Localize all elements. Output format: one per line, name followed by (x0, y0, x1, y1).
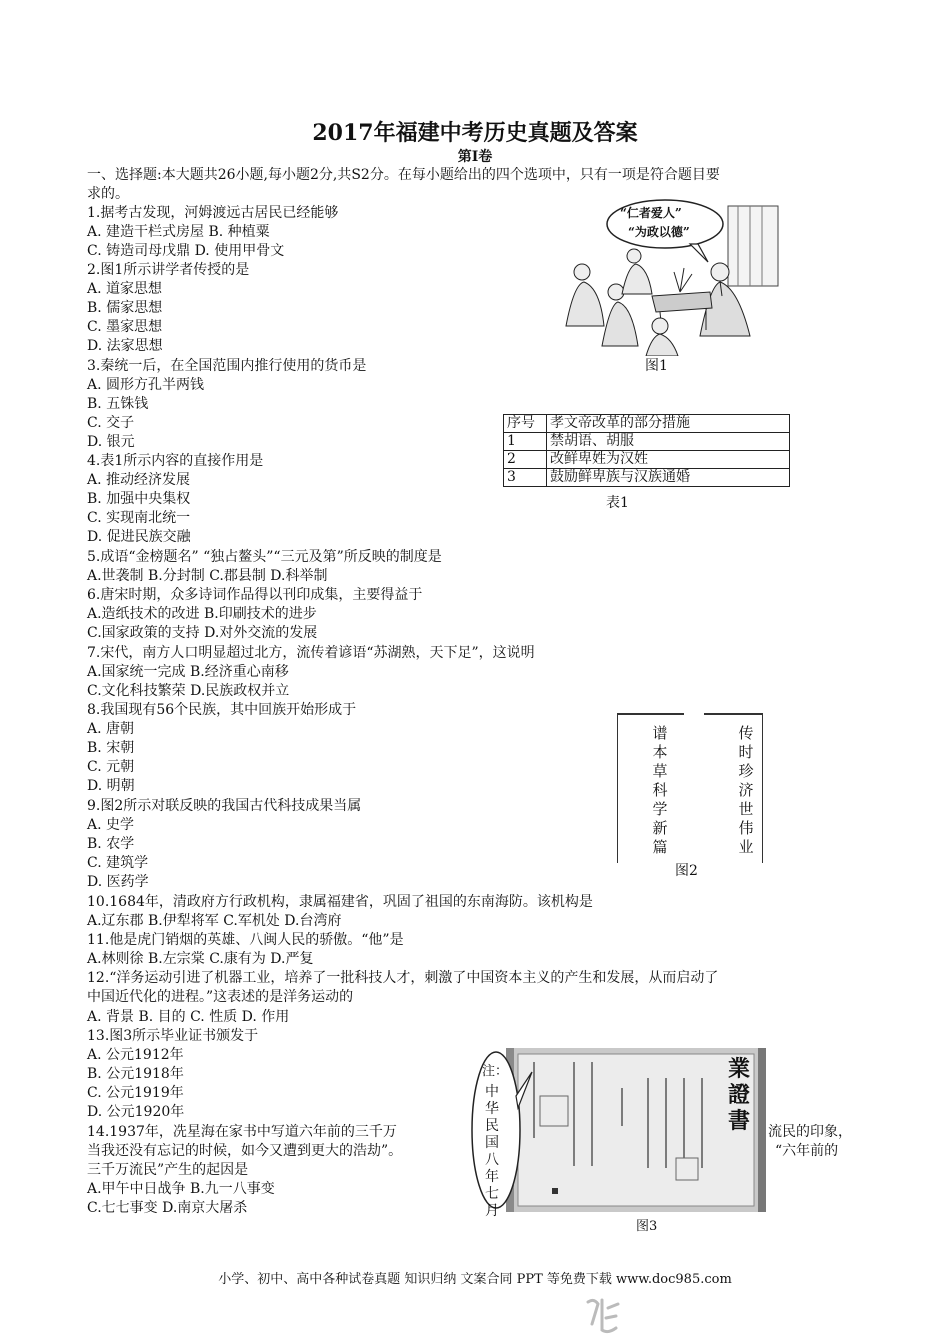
q4-stem: 4.表1所示内容的直接作用是 (87, 453, 264, 469)
q7-options-ab: A.国家统一完成 B.经济重心南移 (87, 664, 289, 680)
q1-options-ab: A. 建造干栏式房屋 B. 种植粟 (87, 224, 270, 240)
table-row (504, 451, 790, 469)
q14-stem-line-3: 三千万流民”产生的起因是 (87, 1162, 249, 1178)
table-row (504, 433, 790, 451)
table-header-cell: 序号 (504, 415, 547, 433)
q4-option-b: B. 加强中央集权 (87, 491, 191, 507)
q14-stem-line-1b: 流民的印象， (768, 1124, 852, 1140)
q2-option-c: C. 墨家思想 (87, 319, 163, 335)
q7-stem: 7.宋代，南方人口明显超过北方，流传着谚语“苏湖熟，天下足”，这说明 (87, 645, 535, 661)
q11-options: A.林则徐 B.左宗棠 C.康有为 D.严复 (87, 951, 314, 967)
q10-stem: 10.1684年，清政府方行政机构，隶属福建省，巩固了祖国的东南海防。该机构是 (87, 894, 593, 910)
q14-options-cd: C.七七事变 D.南京大屠杀 (87, 1200, 248, 1216)
instructions-line-1: 一、选择题:本大题共26小题,每小题2分,共S2分。在每小题给出的四个选项中，只有一项是符合题目要 (87, 167, 720, 183)
figure-1-caption: 图1 (645, 358, 668, 374)
q11-stem: 11.他是虎门销烟的英雄、八闽人民的骄傲。“他”是 (87, 932, 404, 948)
q4-option-d: D. 促进民族交融 (87, 529, 191, 545)
q3-option-d: D. 银元 (87, 434, 135, 450)
section-title: 第Ⅰ卷 (457, 149, 493, 165)
figure-3-certificate (470, 1048, 766, 1219)
q10-options: A.辽东郡 B.伊犁将军 C.军机处 D.台湾府 (87, 913, 342, 929)
q9-option-c: C. 建筑学 (87, 855, 149, 871)
q2-stem: 2.图1所示讲学者传授的是 (87, 262, 250, 278)
table-row (504, 469, 790, 487)
q12-options: A. 背景 B. 目的 C. 性质 D. 作用 (87, 1009, 290, 1025)
q8-option-d: D. 明朝 (87, 778, 135, 794)
table-cell: 1 (504, 433, 547, 451)
q14-stem-line-2a: 当我还没有忘记的时候，如今又遭到更大的浩劫”。 (87, 1143, 403, 1159)
table-cell: 2 (504, 451, 547, 469)
q3-option-a: A. 圆形方孔半两钱 (87, 377, 205, 393)
couplet-right-text: 传时珍济世伟业 (738, 724, 754, 856)
q8-stem: 8.我国现有56个民族，其中回族开始形成于 (87, 702, 357, 718)
figure-3-caption: 图3 (636, 1219, 658, 1234)
q13-option-a: A. 公元1912年 (87, 1047, 184, 1063)
table-cell: 鼓励鲜卑族与汉族通婚 (547, 469, 790, 487)
q6-options-cd: C.国家政策的支持 D.对外交流的发展 (87, 625, 318, 641)
q2-option-a: A. 道家思想 (87, 281, 163, 297)
certificate-title: 業證書 (727, 1056, 750, 1134)
figure-3-date-note: 中华民国八年七月 (485, 1084, 499, 1219)
q5-stem: 5.成语“金榜题名” “独占鳌头”“三元及第”所反映的制度是 (87, 549, 442, 565)
figure-1-quote-2: “为政以德” (628, 225, 690, 239)
table-cell: 改鲜卑姓为汉姓 (547, 451, 790, 469)
page-footer: 小学、初中、高中各种试卷真题 知识归纳 文案合同 PPT 等免费下载 www.doc985.com (218, 1272, 732, 1287)
q14-stem-line-2b: “六年前的 (775, 1143, 839, 1159)
q8-option-a: A. 唐朝 (87, 721, 135, 737)
q3-stem: 3.秦统一后，在全国范围内推行使用的货币是 (87, 358, 367, 374)
q13-option-d: D. 公元1920年 (87, 1104, 185, 1120)
table-1-caption: 表1 (606, 495, 629, 511)
q3-option-c: C. 交子 (87, 415, 135, 431)
q6-stem: 6.唐宋时期，众多诗词作品得以刊印成集，主要得益于 (87, 587, 423, 603)
watermark-logo-mark (580, 1294, 624, 1338)
table-header-cell: 孝文帝改革的部分措施 (547, 415, 790, 433)
couplet-left-text: 谱本草科学新篇 (652, 724, 668, 856)
q9-option-a: A. 史学 (87, 817, 135, 833)
q13-option-b: B. 公元1918年 (87, 1066, 184, 1082)
q9-stem: 9.图2所示对联反映的我国古代科技成果当属 (87, 798, 362, 814)
q14-stem-line-1a: 14.1937年，冼星海在家书中写道六年前的三千万 (87, 1124, 397, 1140)
q2-option-d: D. 法家思想 (87, 338, 163, 354)
q14-options-ab: A.甲午中日战争 B.九一八事变 (87, 1181, 275, 1197)
q5-options: A.世袭制 B.分封制 C.郡县制 D.科举制 (87, 568, 328, 584)
table-cell: 3 (504, 469, 547, 487)
q3-option-b: B. 五铢钱 (87, 396, 149, 412)
figure-1-quote-1: “仁者爱人” (620, 206, 682, 220)
q12-stem-line-1: 12.“洋务运动引进了机器工业，培养了一批科技人才，刺激了中国资本主义的产生和发展，从而启动了 (87, 970, 719, 986)
figure-2-caption: 图2 (675, 863, 698, 879)
watermark-logo (580, 1294, 624, 1338)
table-cell: 禁胡语、胡服 (547, 433, 790, 451)
q13-option-c: C. 公元1919年 (87, 1085, 184, 1101)
table-1 (503, 414, 790, 487)
q4-option-c: C. 实现南北统一 (87, 510, 191, 526)
q8-option-c: C. 元朝 (87, 759, 135, 775)
instructions-line-2: 求的。 (87, 186, 129, 202)
table-header-row (504, 415, 790, 433)
q9-option-d: D. 医药学 (87, 874, 149, 890)
q7-options-cd: C.文化科技繁荣 D.民族政权并立 (87, 683, 290, 699)
q2-option-b: B. 儒家思想 (87, 300, 163, 316)
certificate-photo (470, 1048, 766, 1212)
q6-options-ab: A.造纸技术的改进 B.印刷技术的进步 (87, 606, 317, 622)
page-title: 2017年福建中考历史真题及答案 (312, 120, 638, 146)
q4-option-a: A. 推动经济发展 (87, 472, 191, 488)
figure-3-note-label: 注： (482, 1064, 509, 1079)
q1-stem: 1.据考古发现，河姆渡远古居民已经能够 (87, 205, 339, 221)
q8-option-b: B. 宋朝 (87, 740, 135, 756)
q9-option-b: B. 农学 (87, 836, 135, 852)
q12-stem-line-2: 中国近代化的进程。”这表述的是洋务运动的 (87, 989, 354, 1005)
figure-1-illustration (560, 196, 782, 356)
q1-options-cd: C. 铸造司母戊鼎 D. 使用甲骨文 (87, 243, 285, 259)
q13-stem: 13.图3所示毕业证书颁发于 (87, 1028, 259, 1044)
